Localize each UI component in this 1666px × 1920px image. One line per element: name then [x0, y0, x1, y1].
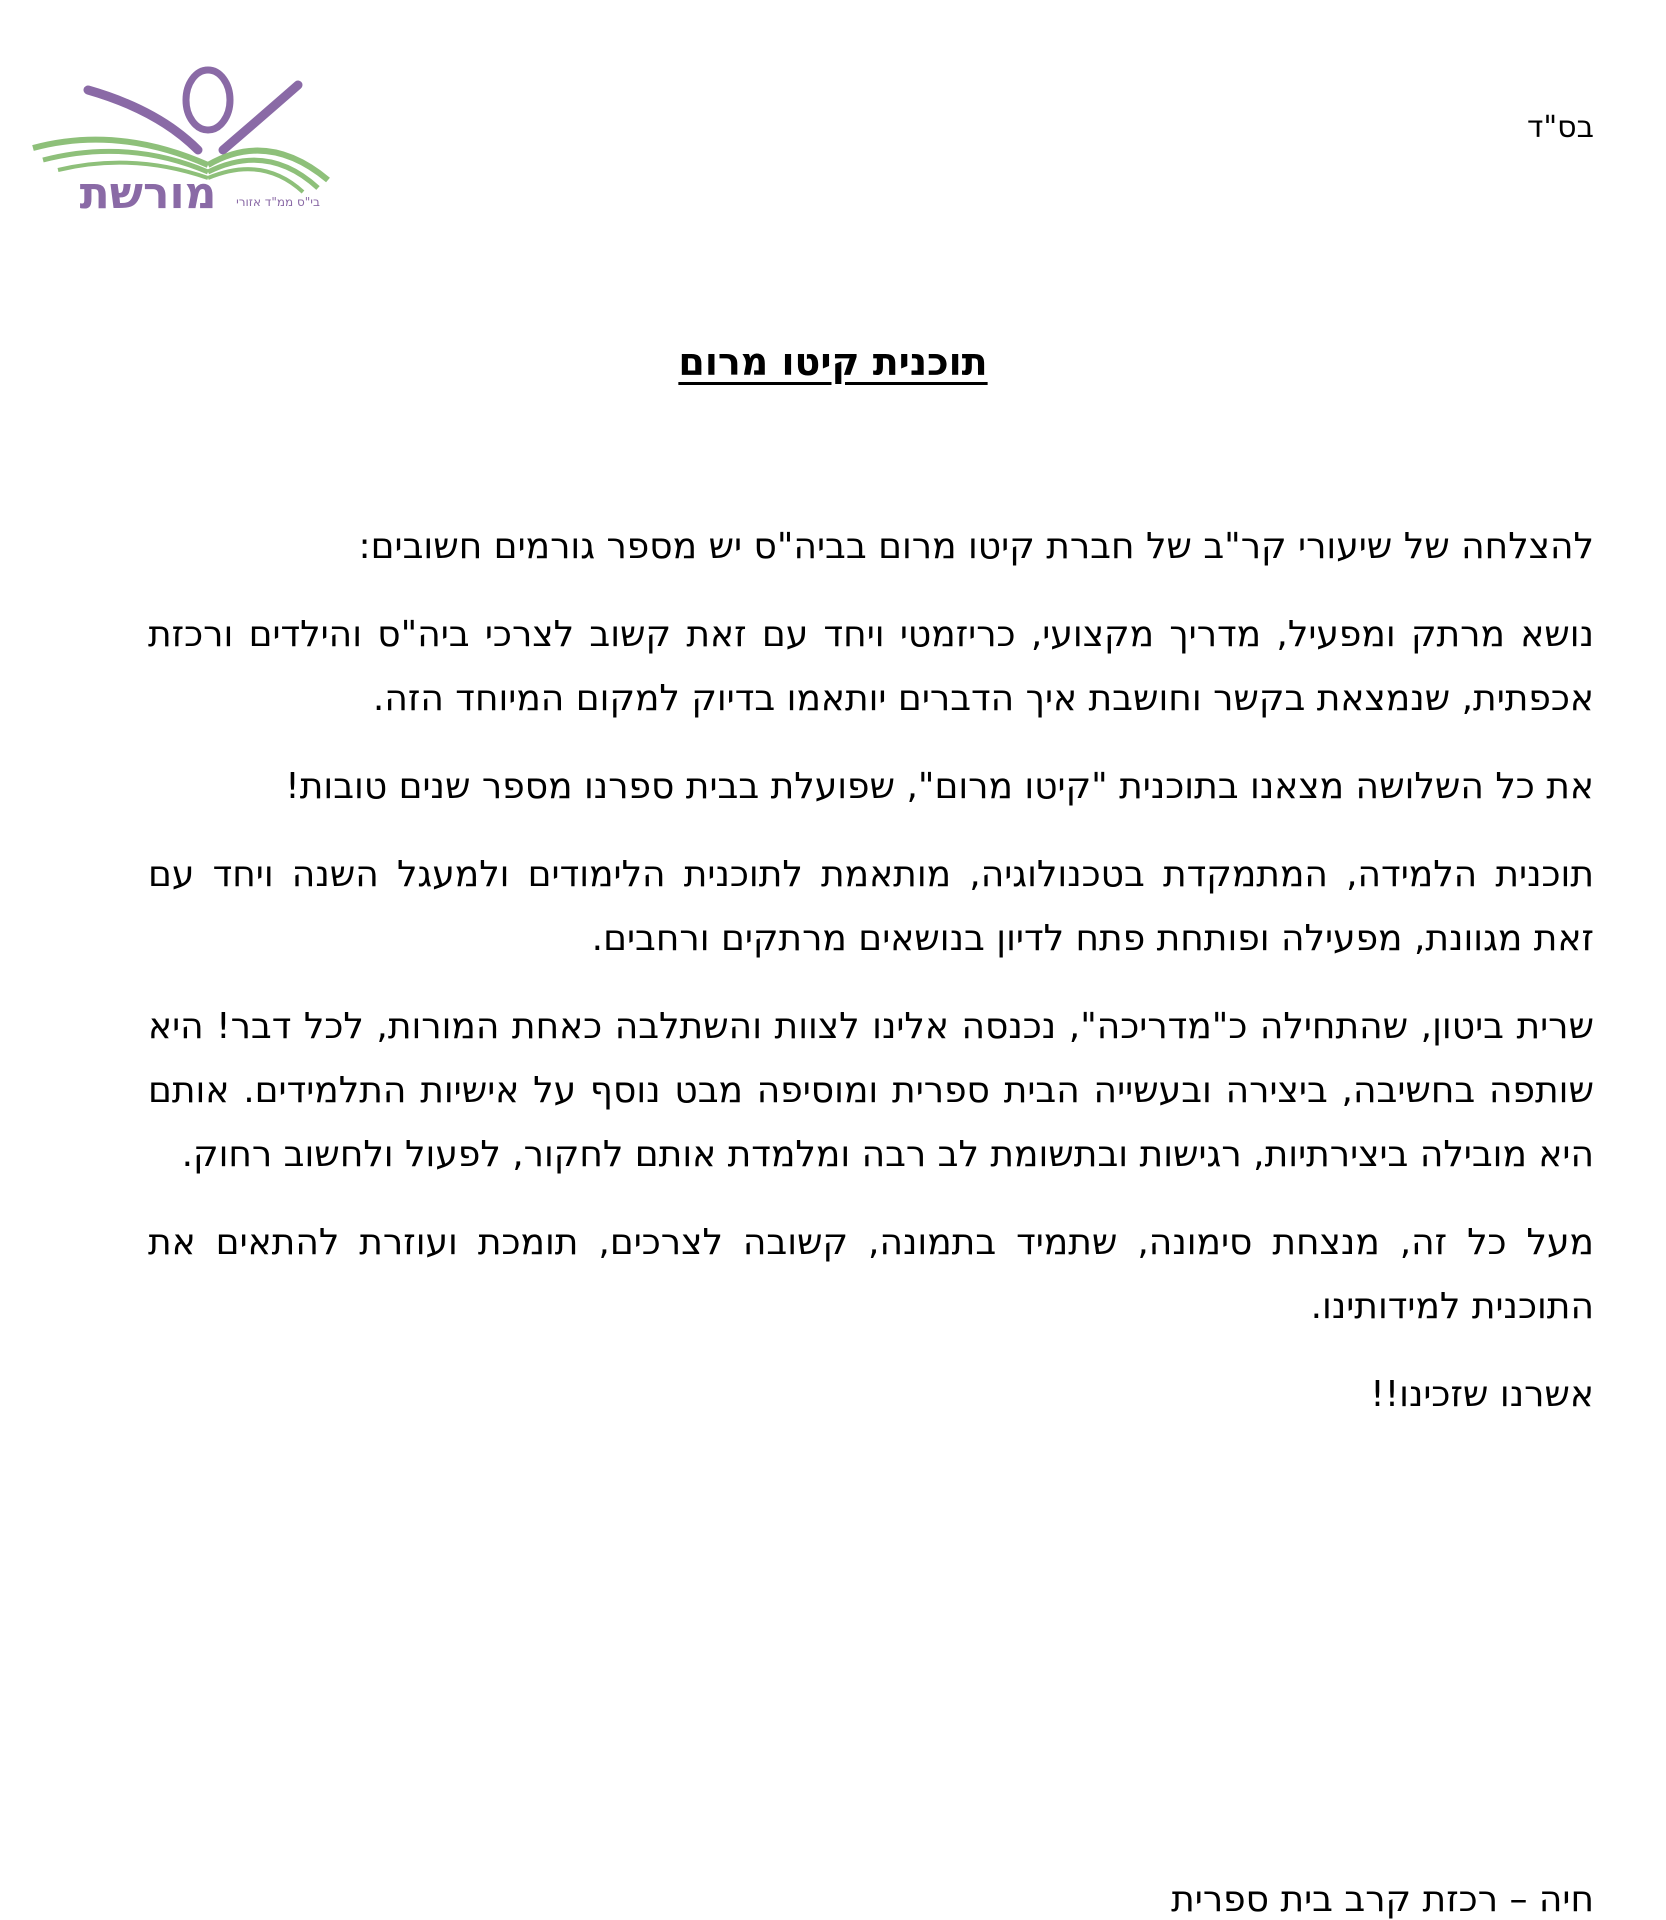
svg-text:"מקום שלבו חפץ"	[18, 20, 23, 24]
logo-subtitle: בי"ס ממ"ד אזורי	[236, 195, 320, 209]
paragraph: את כל השלושה מצאנו בתוכנית "קיטו מרום", שפועלת בבית ספרנו מספר שנים טובות!	[285, 766, 1594, 807]
paragraph: מעל כל זה, מנצחת סימונה, שתמיד בתמונה, קשובה לצרכים, תומכת ועוזרת להתאים את התוכנית למידותינו.	[148, 1222, 1594, 1327]
document-title: תוכנית קיטו מרום	[678, 340, 988, 384]
paragraph: נושא מרתק ומפעיל, מדריך מקצועי, כריזמטי ויחד עם זאת קשוב לצרכי ביה"ס והילדים ורכזת אכפתית, שנמצאת בקשר וחושבת איך הדברים יותאמו בדיוק למקום המיוחד הזה.	[148, 614, 1594, 719]
school-logo	[18, 20, 338, 220]
book-figure-icon	[18, 20, 338, 220]
logo-tagline	[18, 20, 23, 24]
signature: חיה – רכזת קרב בית ספרית	[1171, 1879, 1594, 1920]
paragraph: שרית ביטון, שהתחילה כ"מדריכה", נכנסה אלינו לצוות והשתלבה כאחת המורות, לכל דבר! היא שותפה בחשיבה, ביצירה ובעשייה הבית ספרית ומוסיפה מבט נוסף על אישיות התלמידים. אותם היא מובילה ביצירתיות, רגישות ובתשומת לב רבה ומלמדת אותם לחקור, לפעול ולחשוב רחוק.	[148, 1006, 1594, 1175]
paragraph: תוכנית הלמידה, המתמקדת בטכנולוגיה, מותאמת לתוכנית הלימודים ולמעגל השנה ויחד עם זאת מגוונת, מפעילה ופותחת פתח לדיון בנושאים מרתקים ורחבים.	[148, 854, 1594, 959]
paragraph: להצלחה של שיעורי קר"ב של חברת קיטו מרום בביה"ס יש מספר גורמים חשובים:	[358, 526, 1594, 567]
paragraph: אשרנו שזכינו!!	[1370, 1374, 1594, 1415]
letter-body	[148, 515, 1594, 1451]
logo-name: מורשת	[79, 168, 217, 219]
bsd-header: בס"ד	[1527, 110, 1594, 145]
